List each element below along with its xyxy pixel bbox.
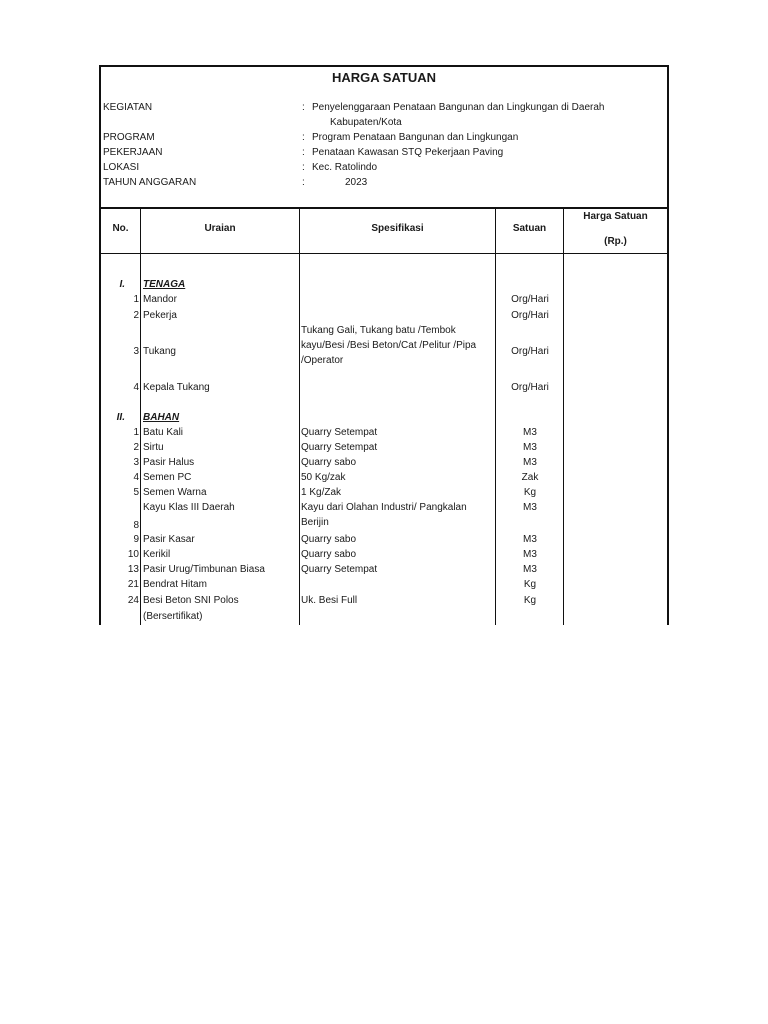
- row-uraian: Kayu Klas III Daerah: [143, 502, 235, 513]
- row-spesifikasi: /Operator: [301, 355, 344, 366]
- info-colon: :: [302, 132, 305, 143]
- row-spesifikasi: Kayu dari Olahan Industri/ Pangkalan: [301, 502, 467, 513]
- row-satuan: Kg: [523, 579, 537, 590]
- info-value: Penataan Kawasan STQ Pekerjaan Paving: [312, 147, 504, 158]
- table-header: [101, 207, 667, 254]
- col-header-satuan: Satuan: [512, 223, 547, 234]
- row-satuan: Kg: [523, 595, 537, 606]
- section-number: I.: [119, 279, 125, 290]
- row-number: 5: [133, 487, 139, 498]
- row-uraian: Semen PC: [143, 472, 192, 483]
- row-uraian: Pekerja: [143, 310, 177, 321]
- row-uraian: Kepala Tukang: [143, 382, 210, 393]
- row-spesifikasi: Quarry sabo: [301, 549, 357, 560]
- info-colon: :: [302, 147, 305, 158]
- row-uraian: Pasir Urug/Timbunan Biasa: [143, 564, 265, 575]
- sheet-title: HARGA SATUAN: [332, 70, 436, 85]
- row-spesifikasi: Tukang Gali, Tukang batu /Tembok: [301, 325, 456, 336]
- info-value: Program Penataan Bangunan dan Lingkungan: [312, 132, 519, 143]
- row-uraian: Bendrat Hitam: [143, 579, 207, 590]
- info-row-tahun: [101, 177, 667, 192]
- row-uraian: Sirtu: [143, 442, 164, 453]
- row-uraian: Pasir Halus: [143, 457, 195, 468]
- row-uraian: Tukang: [143, 346, 176, 357]
- row-number: 3: [133, 457, 139, 468]
- row-number: 1: [133, 294, 139, 305]
- info-value: 2023: [345, 177, 368, 188]
- row-number: 4: [133, 382, 139, 393]
- sheet-header: [101, 67, 667, 209]
- col-header-no: No.: [112, 223, 129, 234]
- info-colon: :: [302, 162, 305, 173]
- col-header-harga: Harga Satuan: [583, 211, 648, 222]
- row-number: 4: [133, 472, 139, 483]
- row-number: 24: [127, 595, 139, 606]
- col-header-spesifikasi: Spesifikasi: [371, 223, 424, 234]
- row-spesifikasi: 1 Kg/Zak: [301, 487, 342, 498]
- info-row-lokasi: [101, 162, 667, 177]
- info-label: LOKASI: [103, 162, 140, 173]
- row-satuan: Org/Hari: [511, 294, 549, 305]
- info-label: TAHUN ANGGARAN: [103, 177, 197, 188]
- row-number: 2: [133, 310, 139, 321]
- row-satuan: M3: [523, 564, 537, 575]
- row-satuan: M3: [523, 534, 537, 545]
- row-spesifikasi: Berijin: [301, 517, 329, 528]
- row-spesifikasi: Quarry Setempat: [301, 564, 378, 575]
- row-spesifikasi: Quarry Setempat: [301, 427, 378, 438]
- info-row-kegiatan-cont: [101, 117, 667, 132]
- row-spesifikasi: kayu/Besi /Besi Beton/Cat /Pelitur /Pipa: [301, 340, 477, 351]
- row-uraian: Besi Beton SNI Polos: [143, 595, 239, 606]
- row-satuan: Org/Hari: [511, 310, 549, 321]
- row-satuan: Kg: [523, 487, 537, 498]
- row-satuan: Org/Hari: [511, 382, 549, 393]
- col-header-harga-unit: (Rp.): [604, 236, 627, 247]
- info-value-cont: Kabupaten/Kota: [330, 117, 402, 128]
- row-satuan: M3: [523, 502, 537, 513]
- row-uraian: Batu Kali: [143, 427, 184, 438]
- col-divider: [299, 207, 300, 625]
- col-divider: [140, 207, 141, 625]
- row-number: 1: [133, 427, 139, 438]
- row-number: 3: [133, 346, 139, 357]
- row-spesifikasi: Quarry Setempat: [301, 442, 378, 453]
- row-satuan: M3: [523, 549, 537, 560]
- row-uraian: Pasir Kasar: [143, 534, 195, 545]
- row-satuan: Org/Hari: [511, 346, 549, 357]
- info-row-program: [101, 132, 667, 147]
- info-value: Penyelenggaraan Penataan Bangunan dan Lingkungan di Daerah: [312, 102, 605, 113]
- info-value: Kec. Ratolindo: [312, 162, 378, 173]
- row-satuan: M3: [523, 457, 537, 468]
- section-number: II.: [116, 412, 125, 423]
- row-uraian: Mandor: [143, 294, 177, 305]
- info-label: PROGRAM: [103, 132, 155, 143]
- info-colon: :: [302, 177, 305, 188]
- section-title: TENAGA: [143, 279, 186, 290]
- info-label: KEGIATAN: [103, 102, 153, 113]
- info-row-kegiatan: [101, 102, 667, 117]
- row-number: 2: [133, 442, 139, 453]
- row-spesifikasi: 50 Kg/zak: [301, 472, 346, 483]
- row-number: 8: [133, 520, 139, 531]
- row-uraian-cont: (Bersertifikat): [143, 611, 203, 622]
- row-satuan: Zak: [521, 472, 539, 483]
- row-number: 21: [127, 579, 139, 590]
- row-spesifikasi: Quarry sabo: [301, 534, 357, 545]
- row-uraian: Kerikil: [143, 549, 171, 560]
- row-satuan: M3: [523, 442, 537, 453]
- info-colon: :: [302, 102, 305, 113]
- price-sheet: [99, 65, 669, 625]
- row-number: 9: [133, 534, 139, 545]
- col-divider: [563, 207, 564, 625]
- col-header-uraian: Uraian: [204, 223, 236, 234]
- info-label: PEKERJAAN: [103, 147, 163, 158]
- row-uraian: Semen Warna: [143, 487, 207, 498]
- info-row-pekerjaan: [101, 147, 667, 162]
- row-number: 13: [127, 564, 139, 575]
- section-title: BAHAN: [143, 412, 180, 423]
- row-spesifikasi: Uk. Besi Full: [301, 595, 358, 606]
- row-spesifikasi: Quarry sabo: [301, 457, 357, 468]
- row-satuan: M3: [523, 427, 537, 438]
- row-number: 10: [127, 549, 139, 560]
